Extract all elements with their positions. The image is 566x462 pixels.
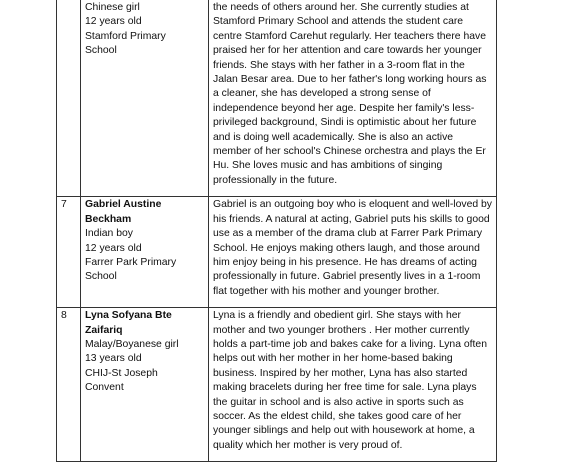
profile-detail: Farrer Park Primary — [85, 256, 177, 268]
table-row — [57, 0, 497, 197]
profile-detail: Chinese girl — [85, 2, 140, 13]
description-text: the needs of others around her. She currently studies at Stamford Primary School and attends the student care centre Stamford Carehut regularly. Her teachers there have praised her for her attention and care towards her younger friends. She stays with her father in a 3-room flat in the Jalan Besar area. Due to her father's long working hours as a cleaner, she has developed a strong sense of independence beyond her age. Despite her family's less-privileged background, Sindi is optimistic about her future and is doing well academically. She is also an active member of her school's Chinese orchestra and plays the Er Hu. She loves music and has ambitions of singing professionally in the future. — [213, 2, 487, 186]
profile-detail: 13 years old — [85, 353, 142, 365]
description-text: Lyna is a friendly and obedient girl. She stays with her mother and two younger brothers . Her mother currently holds a part-time job and bakes cake for a living. Lyna often helps out with her mother in her home-based baking business. Inspired by her mother, Lyna has also started making bracelets during her free time for sale. Lyna plays the guitar in school and is also active in sports such as soccer. As the eldest child, she takes good care of her younger siblings and help out with housework at home, a quality which her mother is very proud of. — [213, 310, 487, 451]
profile-cell — [81, 197, 209, 308]
profile-detail: Indian boy — [85, 228, 133, 240]
profile-name: Zaifariq — [85, 324, 123, 336]
description-cell — [209, 197, 497, 308]
row-number: 8 — [57, 308, 81, 462]
table-row — [57, 197, 497, 308]
row-number — [57, 0, 81, 197]
profile-detail: School — [85, 271, 117, 283]
profile-detail: School — [85, 45, 117, 57]
profile-detail: Malay/Boyanese girl — [85, 338, 179, 350]
profile-detail: 12 years old — [85, 16, 142, 28]
description-cell — [209, 0, 497, 197]
profiles-table — [56, 0, 497, 462]
profile-name: Beckham — [85, 213, 132, 225]
profile-detail: CHIJ-St Joseph — [85, 367, 158, 379]
profile-cell — [81, 0, 209, 197]
description-text: Gabriel is an outgoing boy who is eloquent and well-loved by his friends. A natural at acting, Gabriel puts his skills to good use as a member of the drama club at Farrer Park Primary School. He enjoys making others laugh, and those around him enjoy being in his presence. He has dreams of acting professionally in future. Gabriel presently lives in a 1-room flat together with his mother and younger brother. — [213, 199, 492, 297]
profile-name: Gabriel Austine — [85, 199, 162, 211]
profile-detail: Stamford Primary — [85, 30, 166, 42]
row-number: 7 — [57, 197, 81, 308]
profile-detail: 12 years old — [85, 242, 142, 254]
profile-detail: Convent — [85, 382, 124, 394]
profile-name: Lyna Sofyana Bte — [85, 310, 172, 322]
